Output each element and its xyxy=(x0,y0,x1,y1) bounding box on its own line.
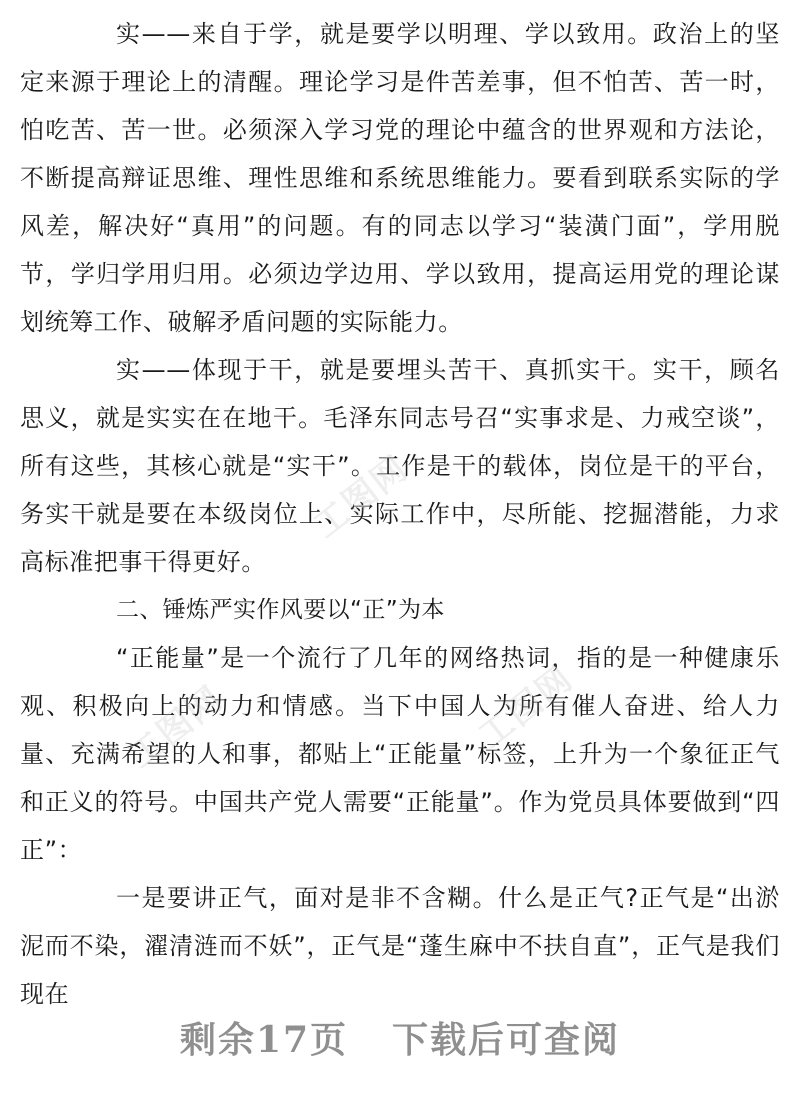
paragraph-positive-energy: “正能量”是一个流行了几年的网络热词，指的是一种健康乐观、积极向上的动力和情感。当下中国人为所有催人奋进、给人力量、充满希望的人和事，都贴上“正能量”标签，上升为一个象征正气和正义的符号。中国共产党人需要“正能量”。作为党员具体要做到“四正”： xyxy=(20,644,780,864)
watermark-text: 工图网 xyxy=(121,678,232,777)
download-notice[interactable] xyxy=(0,1012,800,1063)
download-hint-label: 下载后可查阅 xyxy=(392,1019,621,1061)
paragraph-study: 实——来自于学，就是要学以明理、学以致用。政治上的坚定来源于理论上的清醒。理论学习是件苦差事，但不怕苦、苦一时，怕吃苦、苦一世。必须深入学习党的理论中蕴含的世界观和方法论，不断提高辩证思维、理性思维和系统思维能力。要看到联系实际的学风差，解决好“真用”的问题。有的同志以学习“装潢门面”，学用脱节，学归学用归用。必须边学边用、学以致用，提高运用党的理论谋划统筹工作、破解矛盾问题的实际能力。 xyxy=(20,20,780,336)
paragraph-righteousness: 一是要讲正气，面对是非不含糊。什么是正气?正气是“出淤泥而不染，濯清涟而不妖”，正气是“蓬生麻中不扶自直”，正气是我们现在 xyxy=(20,884,780,1008)
document-body xyxy=(20,10,780,1018)
remaining-pages-label: 剩余17页 xyxy=(179,1019,349,1061)
section-heading: 二、锤炼严实作风要以“正”为本 xyxy=(116,597,445,623)
watermark-text: 工图网 xyxy=(471,658,582,757)
paragraph-work: 实——体现于干，就是要埋头苦干、真抓实干。实干，顾名思义，就是实实在在地干。毛泽东同志号召“实事求是、力戒空谈”，所有这些，其核心就是“实干”。工作是干的载体，岗位是干的平台，务实干就是要在本级岗位上、实际工作中，尽所能、挖掘潜能，力求高标准把事干得更好。 xyxy=(20,356,780,576)
watermark-text: 工图网 xyxy=(306,448,417,547)
